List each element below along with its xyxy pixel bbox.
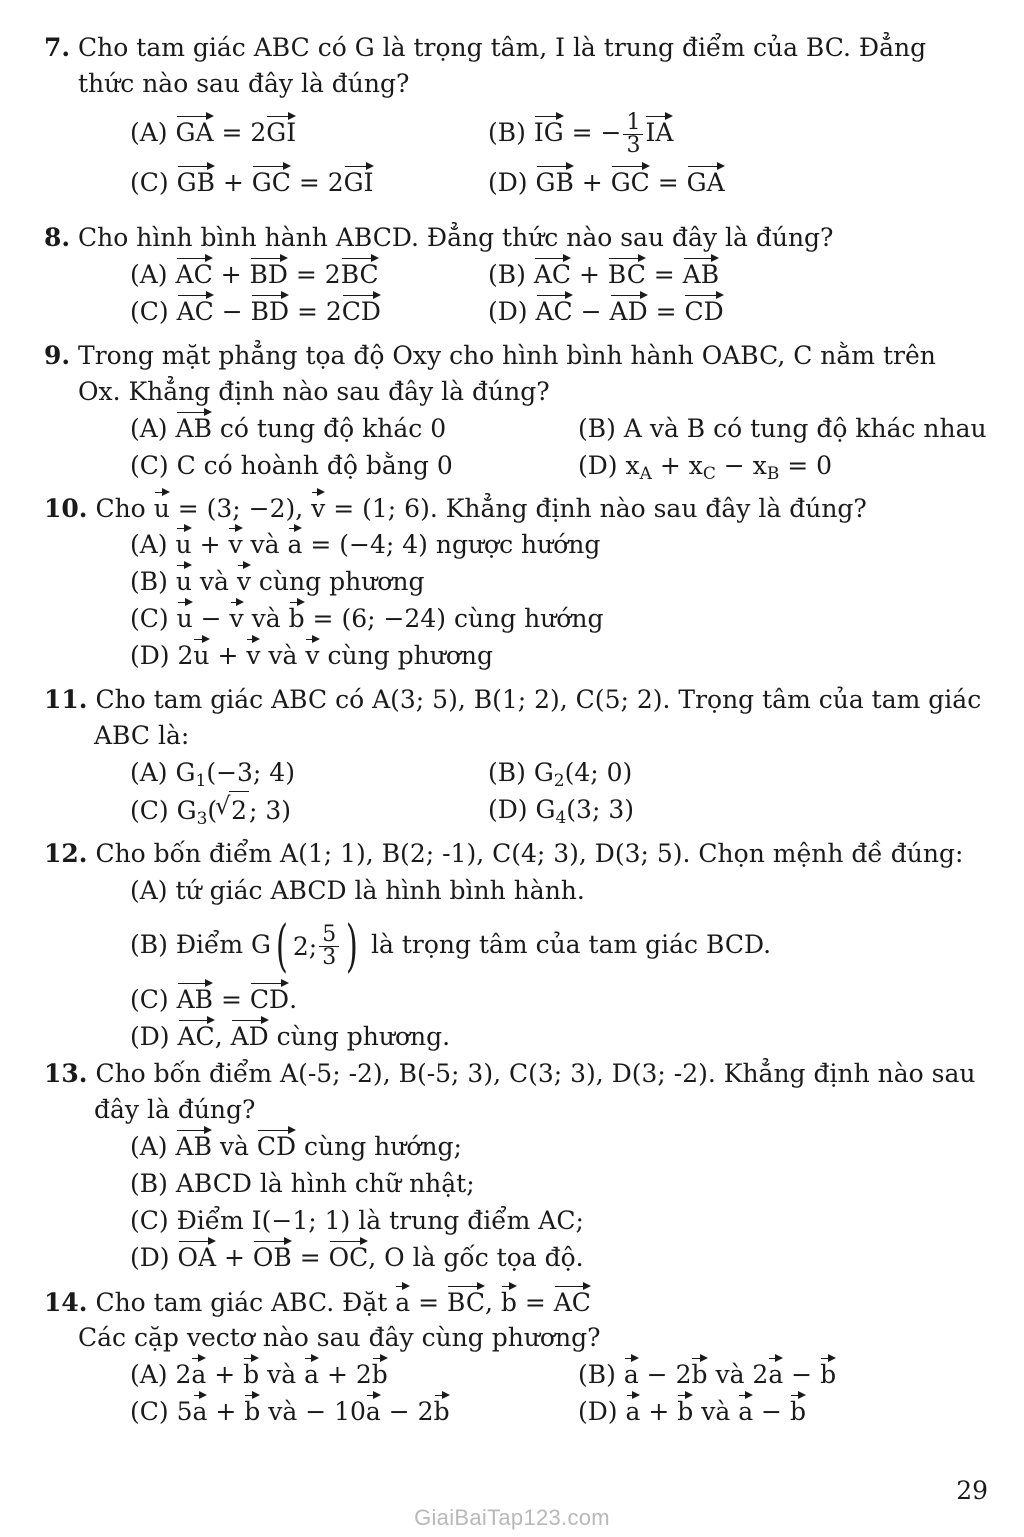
option-c: (C) u − v và b = (6; −24) cùng hướng — [44, 600, 603, 637]
vector: v — [228, 526, 242, 557]
vector: GI — [344, 164, 374, 195]
option-a: (A) AB có tung độ khác 0 — [44, 410, 578, 447]
vector: b — [289, 600, 305, 631]
question-text: Cho bốn điểm A(-5; -2), B(-5; 3), C(3; 3), D(3; -2). Khẳng định nào sau — [87, 1059, 976, 1088]
vector: a — [304, 1356, 319, 1387]
question-number: 13. — [44, 1059, 88, 1088]
question-13 — [44, 1056, 990, 1276]
vector: a — [193, 1393, 208, 1424]
option-b: (B) a − 2b và 2a − b — [578, 1356, 836, 1393]
vector: a — [191, 1356, 206, 1387]
question-10: 10. Cho u = (3; −2), v = (1; 6). Khẳng định nào sau đây là đúng? (A) u + v và a = (−4; 4) ngược hướng (B) u và v cùng phương (C) u − v và b = (6; −24) cùng hướng (D) 2u + v và v cùng phương — [44, 490, 990, 674]
vector: a — [288, 526, 303, 557]
vector: b — [820, 1356, 836, 1387]
option-d: (D) $x_A + x_C - x_B = 0$ — [578, 451, 833, 484]
vector: AB — [176, 410, 212, 441]
vector: a — [768, 1356, 783, 1387]
vector: u — [193, 637, 209, 668]
option-a: (A) $G_1(-3$; 4) — [130, 758, 295, 791]
options — [44, 410, 990, 484]
vector: AC — [534, 256, 571, 287]
options — [44, 526, 990, 674]
vector: u — [176, 563, 192, 594]
option-d: (D) GB + GC = GA — [488, 164, 725, 201]
vector: a — [626, 1393, 641, 1424]
vector: CD — [684, 293, 723, 324]
question-7 — [44, 30, 990, 201]
vector: a — [624, 1356, 639, 1387]
option-b: (B) $G_2(4$; 0) — [488, 758, 633, 791]
vector: BC — [447, 1284, 485, 1315]
vector: AC — [178, 1018, 215, 1049]
page-number: 29 — [956, 1476, 988, 1505]
question-number: 9. — [44, 341, 71, 370]
vector: u — [176, 526, 192, 557]
vector: AC — [554, 1284, 591, 1315]
options — [44, 754, 990, 828]
vector: GC — [252, 164, 291, 195]
question-text-cont: Ox. Khẳng định nào sau đây là đúng? — [78, 377, 550, 406]
vector: a — [395, 1284, 410, 1315]
question-number: 12. — [44, 839, 88, 868]
question-text: Trong mặt phẳng tọa độ Oxy cho hình bình hành OABC, C nằm trên — [70, 341, 936, 370]
vector: OB — [253, 1239, 292, 1270]
question-text: Cho bốn điểm A(1; 1), B(2; -1), C(4; 3), D(3; 5). Chọn mệnh đề đúng: — [87, 839, 964, 868]
vector: IG — [534, 114, 564, 145]
option-c: (C) Điểm I(−1; 1) là trung điểm AC; — [130, 1206, 584, 1235]
vector: OA — [178, 1239, 217, 1270]
option-b: (B) IG = − $\frac{1}{3}$ IA — [488, 110, 674, 158]
vector: GB — [536, 164, 574, 195]
vector: v — [237, 563, 251, 594]
vector: BC — [341, 256, 379, 287]
square-root: √ 2 — [229, 791, 249, 829]
vector: AB — [176, 1128, 212, 1159]
vector: GC — [611, 164, 650, 195]
vector: u — [154, 490, 170, 521]
options — [44, 1128, 990, 1276]
option-b: (B) ABCD là hình chữ nhật; — [130, 1169, 475, 1198]
option-d: (D) $G_4(3$; 3) — [488, 795, 634, 828]
vector: v — [305, 637, 319, 668]
vector: b — [501, 1284, 517, 1315]
vector: u — [177, 600, 193, 631]
option-b: (B) u và v cùng phương — [44, 563, 424, 600]
question-text-cont: Các cặp vectơ nào sau đây cùng phương? — [78, 1323, 601, 1352]
vector: a — [738, 1393, 753, 1424]
option-b: (B) AC + BC = AB — [488, 256, 719, 293]
vector: AD — [610, 293, 648, 324]
option-a: (A) u + v và a = (−4; 4) ngược hướng — [44, 526, 600, 563]
vector: GI — [266, 114, 296, 145]
vector: CD — [250, 981, 289, 1012]
option-d: (D) AC − AD = CD — [488, 293, 724, 330]
question-text: Cho tam giác ABC có A(3; 5), B(1; 2), C(5; 2). Trọng tâm của tam giác — [87, 685, 982, 714]
option-c: (C) AB = CD. — [44, 981, 297, 1018]
vector: b — [244, 1393, 260, 1424]
vector: GB — [177, 164, 215, 195]
option-c: (C) C có hoành độ bằng 0 — [130, 451, 453, 480]
question-text-cont: thức nào sau đây là đúng? — [78, 69, 410, 98]
vector: IA — [645, 114, 673, 145]
option-d: (D) OA + OB = OC, O là gốc tọa độ. — [44, 1239, 584, 1276]
option-c: (C) $G_3$( √ 2; 3) — [44, 791, 488, 828]
vector: BD — [250, 256, 288, 287]
option-d: (D) a + b và a − b — [578, 1393, 806, 1430]
vector: AC — [536, 293, 573, 324]
vector: AC — [177, 293, 214, 324]
question-11 — [44, 682, 990, 828]
vector: AC — [176, 256, 213, 287]
question-number: 7. — [44, 33, 71, 62]
vector: AD — [231, 1018, 269, 1049]
option-a: (A) 2a + b và a + 2b — [44, 1356, 578, 1393]
option-b: (B) A và B có tung độ khác nhau — [578, 414, 987, 443]
option-c: (C) GB + GC = 2GI — [44, 164, 488, 201]
option-d: (D) 2u + v và v cùng phương — [44, 637, 493, 674]
question-text: Cho tam giác ABC có G là trọng tâm, I là trung điểm của BC. Đẳng — [70, 33, 927, 62]
vector: OC — [329, 1239, 369, 1270]
question-14: 14. Cho tam giác ABC. Đặt a = BC, b = AC Các cặp vectơ nào sau đây cùng phương? (A) 2a + b và a + 2b (B) a − 2b và 2a − b (C) 5a + b và − 10a − 2b (D) a + b và a − b — [44, 1284, 990, 1430]
question-text-cont: đây là đúng? — [94, 1095, 256, 1124]
vector: BD — [251, 293, 289, 324]
vector: b — [372, 1356, 388, 1387]
vector: v — [230, 600, 244, 631]
option-c: (C) AC − BD = 2CD — [44, 293, 488, 330]
vector: b — [434, 1393, 450, 1424]
option-d: (D) AC, AD cùng phương. — [44, 1018, 450, 1055]
question-12 — [44, 836, 990, 1055]
option-a: (A) tứ giác ABCD là hình bình hành. — [130, 876, 585, 905]
vector: GA — [176, 114, 214, 145]
options — [44, 1356, 990, 1430]
option-a: (A) GA = 2GI — [44, 102, 488, 164]
question-number: 14. — [44, 1288, 88, 1317]
vector: b — [677, 1393, 693, 1424]
question-text-cont: ABC là: — [94, 721, 190, 750]
vector: AB — [683, 256, 719, 287]
watermark: GiaiBaiTap123.com — [414, 1505, 610, 1530]
coordinate-parens: ( 2; $\frac{5}{3}$ ) — [275, 913, 359, 979]
vector: b — [243, 1356, 259, 1387]
fraction: $\frac{5}{3}$ — [319, 924, 339, 969]
question-8 — [44, 220, 990, 330]
options — [44, 872, 990, 1055]
vector: BC — [608, 256, 646, 287]
vector: a — [366, 1393, 381, 1424]
question-number: 11. — [44, 685, 88, 714]
options — [44, 102, 990, 201]
option-a: (A) AB và CD cùng hướng; — [44, 1128, 462, 1165]
vector: b — [790, 1393, 806, 1424]
vector: v — [311, 490, 325, 521]
option-c: (C) 5a + b và − 10a − 2b — [44, 1393, 578, 1430]
vector: b — [691, 1356, 707, 1387]
vector: CD — [342, 293, 381, 324]
question-number: 8. — [44, 223, 71, 252]
vector: CD — [257, 1128, 296, 1159]
options — [44, 256, 990, 330]
option-a: (A) AC + BD = 2BC — [44, 256, 488, 293]
question-9 — [44, 338, 990, 484]
option-b: (B) Điểm G ( 2; $\frac{5}{3}$ ) là trọng tâm của tam giác BCD. — [44, 909, 771, 981]
fraction: $\frac{1}{3}$ — [623, 112, 643, 157]
question-text: Cho hình bình hành ABCD. Đẳng thức nào sau đây là đúng? — [70, 223, 834, 252]
vector: AB — [177, 981, 213, 1012]
question-number: 10. — [44, 494, 88, 523]
vector: v — [246, 637, 260, 668]
vector: GA — [687, 164, 725, 195]
